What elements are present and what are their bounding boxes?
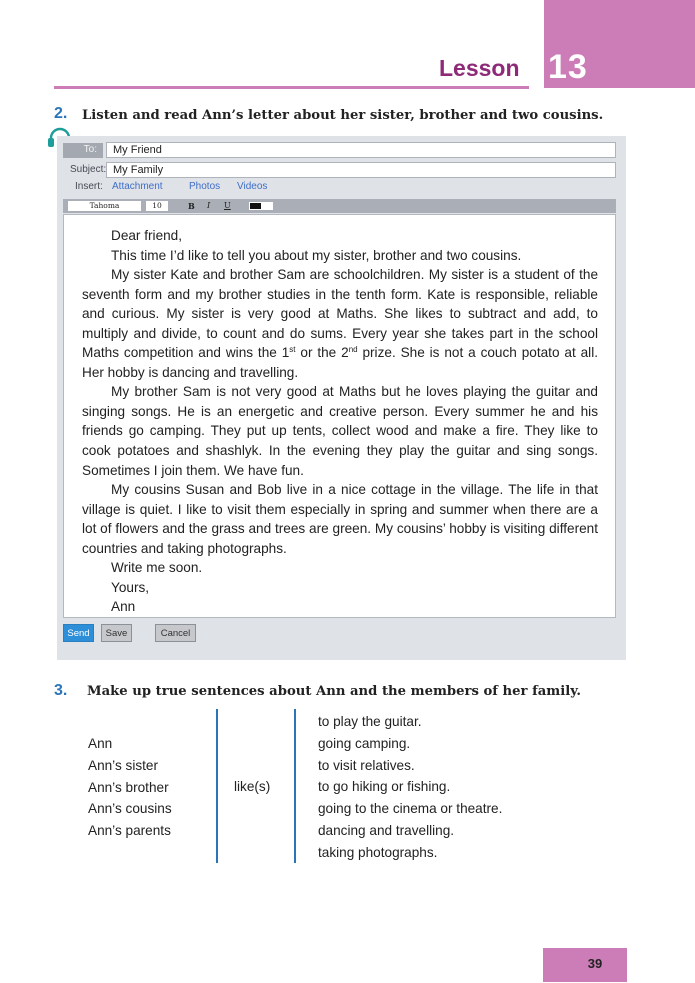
activity-item: to play the guitar. (318, 714, 422, 729)
save-button[interactable]: Save (101, 624, 132, 642)
activity-item: to visit relatives. (318, 757, 415, 773)
header-divider (54, 86, 529, 89)
letter-greeting: Dear friend, (111, 228, 183, 243)
letter-paragraph-1: This time I’d like to tell you about my sister, brother and two cousins. (111, 247, 522, 263)
subject-item: Ann’s parents (88, 823, 171, 839)
verb-column: like(s) (234, 779, 271, 794)
subject-item: Ann’s sister (88, 757, 159, 773)
activity-item: going camping. (318, 735, 411, 751)
subject-field[interactable]: My Family (106, 162, 616, 178)
exercise-3-number: 3. (54, 682, 68, 699)
activities-column (318, 711, 502, 864)
to-label: To: (63, 143, 103, 158)
insert-label: Insert: (75, 181, 103, 192)
letter-sign-off: Yours, (111, 579, 150, 595)
activity-item: to go hiking or fishing. (318, 779, 451, 795)
font-size-select[interactable]: 10 (146, 201, 168, 211)
letter-paragraph-2: My sister Kate and brother Sam are schoolchildren. My sister is a student of the seventh form and my brother studies in the tenth form. Kate is responsible, reliable and curious. My sister is very good at Maths. She likes to subtract and add, to multiply and divide, to count and do sums. Every year she takes part in the school Maths competition and wins the 1st or the 2nd prize. She is not a couch potato at all. Her hobby is dancing and travelling. (82, 267, 598, 380)
subjects-column (88, 733, 172, 842)
letter-paragraph-3: My brother Sam is not very good at Maths but he loves playing the guitar and singing songs. He is an energetic and creative person. Every summer he and his friends go camping. They put up tents, collect wood and make a fire. They like to cook potatoes and shashlyk. In the evening they play the guitar and sing songs. Sometimes I join them. We have fun. (82, 384, 598, 478)
exercise-3-instruction: Make up true sentences about Ann and the members of her family. (87, 684, 581, 699)
activity-item: dancing and travelling. (318, 822, 455, 838)
to-field[interactable]: My Friend (106, 142, 616, 158)
subject-label: Subject: (70, 164, 107, 175)
page-number: 39 (587, 956, 603, 971)
lesson-label: Lesson (439, 55, 520, 81)
exercise-2-number: 2. (54, 105, 68, 122)
subject-item: Ann’s brother (88, 779, 169, 795)
activity-item: taking photographs. (318, 844, 438, 860)
letter-text (82, 226, 598, 617)
send-button[interactable]: Send (63, 624, 94, 642)
font-select[interactable]: Tahoma (68, 201, 141, 211)
insert-attachment-link[interactable]: Attachment (112, 181, 163, 192)
insert-videos-link[interactable]: Videos (237, 181, 268, 192)
activity-item: going to the cinema or theatre. (318, 801, 503, 817)
letter-closing: Write me soon. (111, 560, 203, 576)
insert-photos-link[interactable]: Photos (189, 181, 221, 192)
letter-signature: Ann (111, 599, 136, 615)
italic-button[interactable]: I (207, 201, 211, 210)
underline-button[interactable]: U (224, 201, 231, 210)
cancel-button[interactable]: Cancel (155, 624, 196, 642)
column-divider-right (294, 709, 296, 863)
bold-button[interactable]: B (188, 201, 195, 211)
letter-paragraph-4: My cousins Susan and Bob live in a nice cottage in the village. The life in that village is quiet. I like to visit them especially in spring and summer when there are a lot of flowers and the grass and trees are green. My cousins’ hobby is visiting different countries and taking photographs. (82, 482, 598, 556)
subject-item: Ann (88, 736, 113, 751)
column-divider-left (216, 709, 218, 863)
subject-item: Ann’s cousins (88, 801, 172, 817)
lesson-number: 13 (548, 48, 588, 86)
exercise-2-instruction: Listen and read Ann’s letter about her sister, brother and two cousins. (82, 108, 604, 123)
text-color-swatch (250, 203, 261, 209)
